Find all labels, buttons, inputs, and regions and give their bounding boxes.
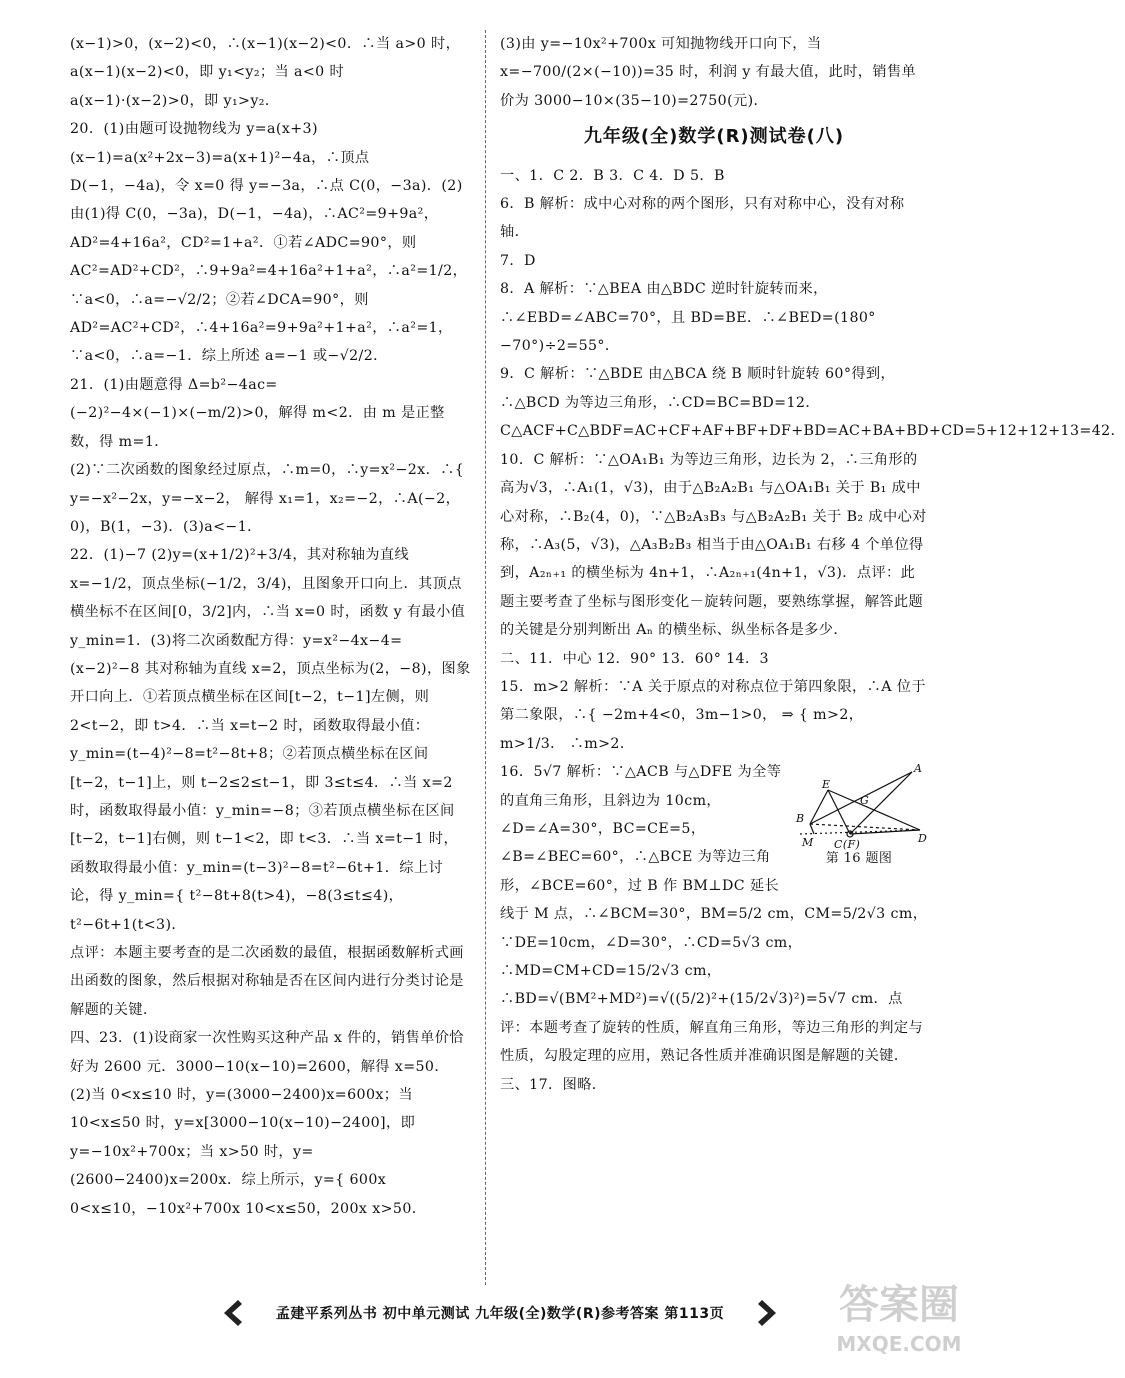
right-top-para: (3)由 y=−10x²+700x 可知抛物线开口向下，当 x=−700/(2×(−10))=35 时，利润 y 有最大值，此时，销售单价为 3000−10×(35−10)=2750(元)． — [500, 36, 917, 109]
fig-label-m: M — [802, 836, 814, 850]
fig-label-cf: C(F) — [834, 838, 861, 852]
chevron-left-icon — [216, 1296, 250, 1330]
fig-label-a: A — [914, 762, 923, 776]
section-title: 九年级(全)数学(R)测试卷(八) — [583, 126, 845, 148]
answer-6: 6．B 解析：成中心对称的两个图形，只有对称中心，没有对称轴． — [500, 196, 905, 241]
left-para-1: (x−1)>0，(x−2)<0，∴(x−1)(x−2)<0．∴当 a>0 时，a(x−1)(x−2)<0，即 y₁<y₂；当 a<0 时 a(x−1)·(x−2)>0，即 y₁>y₂． — [70, 36, 461, 109]
answer-9: 9．C 解析：∵△BDE 由△BCA 绕 B 顺时针旋转 60°得到，∴△BCD 为等边三角形，∴CD=BC=BD=12．C△ACF+C△BDF=AC+CF+AF+BF+DF+BD=AC+BA+BD+CD=5+12+12+13=42． — [500, 366, 1125, 440]
left-para-7: 四、23．(1)设商家一次性购买这种产品 x 件的，销售单价恰好为 2600 元．3000−10(x−10)=2600，解得 x=50． — [70, 1030, 464, 1075]
fig-label-g: G — [860, 794, 870, 808]
fig-label-e: E — [822, 778, 831, 792]
answer-7: 7．D — [500, 252, 536, 269]
left-para-4: (2)∵二次函数的图象经过原点，∴m=0，∴y=x²−2x．∴{ y=−x²−2x，y=−x−2， 解得 x₁=1，x₂=−2，∴A(−2，0)，B(1，−3)．(3)a<−1． — [70, 462, 465, 535]
answer-10: 10．C 解析：∵△OA₁B₁ 为等边三角形，边长为 2，∴三角形的高为√3，∴A₁(1，√3)，由于△B₂A₂B₁ 与△OA₁B₁ 关于 B₁ 成中心对称，∴B₂(4，0)，∵△B₂A₃B₃ 与△B₂A₂B₁ 关于 B₂ 成中心对称，∴A₃(5，√3)，△A₃B₂B₃ 相当于由△OA₁B₁ 右移 4 个单位得到，A₂ₙ₊₁ 的横坐标为 4n+1，∴A₂ₙ₊₁(4n+1，√3)．点评：此题主要考查了坐标与图形变化－旋转问题，要熟练掌握，解答此题的关键是分别判断出 Aₙ 的横坐标、纵坐标各是多少． — [500, 451, 927, 639]
answer-15: 15．m>2 解析：∵A 关于原点的对称点位于第四象限，∴A 位于第二象限，∴{ −2m+4<0，3m−1>0， ⇒ { m>2，m>1/3． ∴m>2． — [500, 678, 926, 752]
answer-17: 三、17．图略． — [500, 1076, 607, 1093]
figure-caption: 第 16 题图 — [825, 851, 893, 867]
fig-label-b: B — [796, 812, 805, 826]
fig-label-d: D — [918, 832, 928, 846]
left-para-8: (2)当 0<x≤10 时，y=(3000−2400)x=600x；当 10<x≤50 时，y=x[3000−10(x−10)−2400]，即 y=−10x²+700x；当 x>50 时，y=(2600−2400)x=200x．综上所示，y={ 600x 0<x≤10，−10x²+700x 10<x≤50，200x x>50． — [70, 1087, 427, 1217]
answer-8: 8．A 解析：∵△BEA 由△BDC 逆时针旋转而来，∴∠EBD=∠ABC=70°，且 BD=BE．∴∠BED=(180°−70°)÷2=55°． — [500, 281, 876, 355]
triangle-figure — [790, 760, 928, 850]
watermark-url: MXQE.COM — [836, 1332, 962, 1356]
left-para-5: 22．(1)−7 (2)y=(x+1/2)²+3/4，其对称轴为直线 x=−1/2，顶点坐标(−1/2，3/4)，且图象开口向上．其顶点横坐标不在区间[0，3/2]内，∴当 x=0 时，函数 y 有最小值 y_min=1．(3)将二次函数配方得：y=x²−4x−4=(x−2)²−8 其对称轴为直线 x=2，顶点坐标为(2，−8)，图象开口向上．①若顶点横坐标在区间[t−2，t−1]左侧，则 2<t−2，即 t>4．∴当 x=t−2 时，函数取得最小值：y_min=(t−4)²−8=t²−8t+8；②若顶点横坐标在区间[t−2，t−1]上，则 t−2≤2≤t−1，即 3≤t≤4．∴当 x=2 时，函数取得最小值：y_min=−8；③若顶点横坐标在区间[t−2，t−1]右侧，则 t−1<2，即 t<3．∴当 x=t−1 时，函数取得最小值：y_min=(t−3)²−8=t²−6t+1．综上讨论，得 y_min={ t²−8t+8(t>4)，−8(3≤t≤4)，t²−6t+1(t<3)． — [70, 547, 471, 933]
answer-11-14: 二、11．中心 12．90° 13．60° 14．3 — [500, 650, 769, 667]
watermark-logo-text: 答案圈 — [839, 1282, 959, 1328]
footer-text: 孟建平系列丛书 初中单元测试 九年级(全)数学(R)参考答案 第113页 — [275, 1306, 725, 1322]
left-column — [70, 30, 472, 1223]
figure-16 — [790, 760, 928, 868]
left-para-2: 20．(1)由题可设抛物线为 y=a(x+3)(x−1)=a(x²+2x−3)=a(x+1)²−4a，∴顶点 D(−1，−4a)，令 x=0 得 y=−3a，∴点 C(0，−3a)．(2)由(1)得 C(0，−3a)，D(−1，−4a)，∴AC²=9+9a²，AD²=4+16a²，CD²=1+a²．①若∠ADC=90°，则 AC²=AD²+CD²，∴9+9a²=4+16a²+1+a²，∴a²=1/2，∵a<0，∴a=−√2/2；②若∠DCA=90°，则 AD²=AC²+CD²，∴4+16a²=9+9a²+1+a²，∴a²=1，∵a<0，∴a=−1．综上所述 a=−1 或−√2/2． — [70, 121, 468, 365]
column-divider — [485, 30, 486, 1285]
answer-1-5: 一、1．C 2．B 3．C 4．D 5．B — [500, 167, 725, 184]
left-para-3: 21．(1)由题意得 Δ=b²−4ac=(−2)²−4×(−1)×(−m/2)>0，解得 m<2．由 m 是正整数，得 m=1． — [70, 376, 445, 450]
chevron-right-icon — [750, 1296, 784, 1330]
right-column — [500, 30, 1125, 1099]
site-watermark — [804, 1280, 994, 1372]
answer-16: 16．5√7 解析：∵△ACB 与△DFE 为全等的直角三角形，且斜边为 10cm，∠D=∠A=30°，BC=CE=5，∠B=∠BEC=60°，∴△BCE 为等边三角形，∠BCE=60°，过 B 作 BM⊥DC 延长线于 M 点，∴∠BCM=30°，BM=5/2 cm，CM=5/2√3 cm，∵DE=10cm，∠D=30°，∴CD=5√3 cm，∴MD=CM+CD=15/2√3 cm，∴BD=√(BM²+MD²)=√((5/2)²+(15/2√3)²)=5√7 cm．点评：本题考查了旋转的性质，解直角三角形，等边三角形的判定与性质，勾股定理的应用，熟记各性质并准确识图是解题的关键． — [500, 764, 928, 1065]
left-para-6: 点评：本题主要考查的是二次函数的最值，根据函数解析式画出函数的图象，然后根据对称轴是否在区间内进行分类讨论是解题的关键． — [70, 945, 464, 1018]
